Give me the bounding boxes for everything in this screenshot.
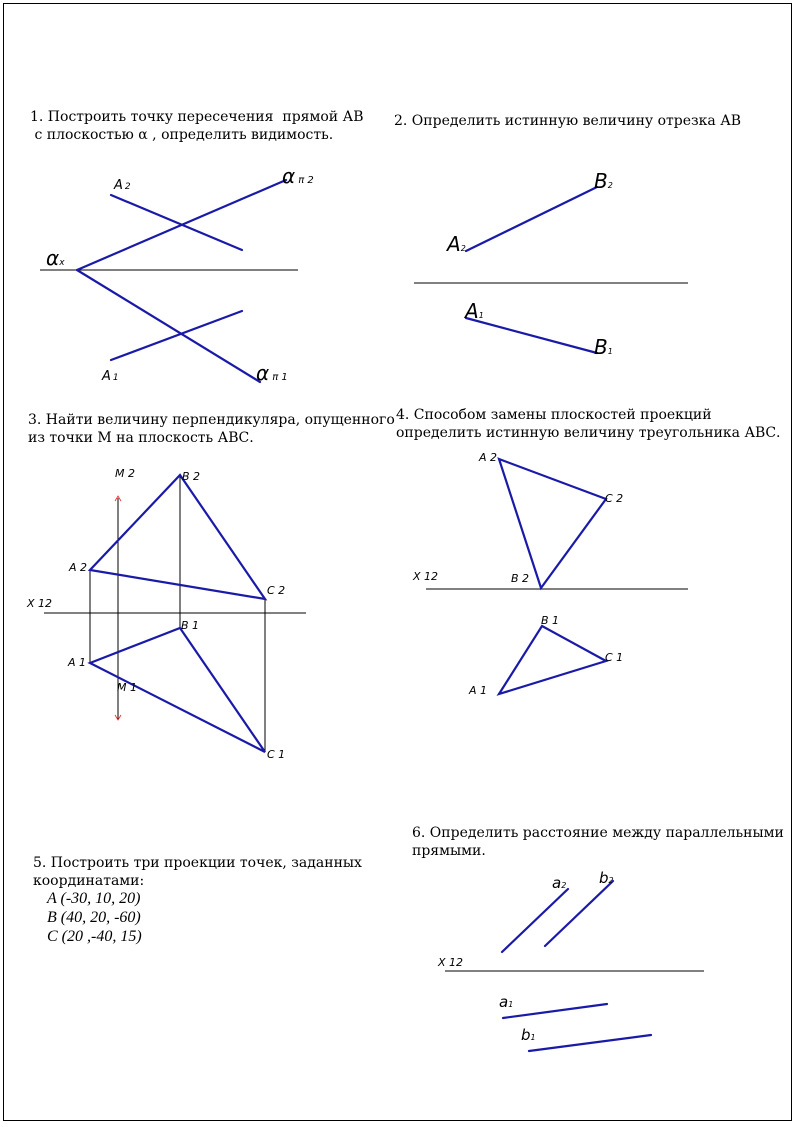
fig6-label-a2: a2 bbox=[552, 874, 567, 892]
fig3-label-c1: C 1 bbox=[267, 748, 286, 761]
fig6-label-a1: a1 bbox=[499, 993, 514, 1011]
fig1-line-a2b2 bbox=[111, 195, 242, 250]
fig3-label-x12: X 12 bbox=[27, 597, 53, 610]
task-1-line-2: с плоскостью α , определить видимость. bbox=[30, 127, 334, 143]
fig1-label-alpha-p2: απ 2 bbox=[282, 164, 314, 188]
fig6-label-x12: X 12 bbox=[438, 956, 464, 969]
fig4-label-c1: C 1 bbox=[605, 651, 624, 664]
figure-3 bbox=[26, 467, 306, 761]
fig4-label-a1: A 1 bbox=[469, 684, 488, 697]
coordinate-b: B (40, 20, -60) bbox=[47, 909, 141, 926]
fig2-segment-a2b2 bbox=[466, 187, 597, 251]
fig4-triangle-a2b2c2 bbox=[499, 459, 606, 588]
fig1-label-alpha-p1: απ 1 bbox=[256, 361, 288, 385]
fig4-label-c2: C 2 bbox=[605, 492, 624, 505]
fig3-label-m2: M 2 bbox=[115, 467, 135, 480]
coordinate-a: A (-30, 10, 20) bbox=[47, 890, 141, 907]
fig2-label-a1: A1 bbox=[465, 299, 484, 323]
fig6-line-b1 bbox=[529, 1035, 651, 1051]
fig3-label-c2: C 2 bbox=[267, 584, 286, 597]
task-2-line-1: 2. Определить истинную величину отрезка АВ bbox=[394, 113, 742, 129]
task-3-line-2: из точки М на плоскость АВС. bbox=[28, 430, 254, 446]
coordinate-c: C (20 ,-40, 15) bbox=[47, 928, 142, 945]
task-6-line-2: прямыми. bbox=[412, 843, 486, 859]
fig3-label-a2: A 2 bbox=[69, 561, 88, 574]
figure-6 bbox=[437, 869, 704, 1051]
fig2-label-b2: B2 bbox=[594, 169, 613, 193]
fig4-label-b2: B 2 bbox=[511, 572, 530, 585]
task-3-line-1: 3. Найти величину перпендикуляра, опущенного bbox=[28, 412, 395, 428]
fig4-triangle-a1b1c1 bbox=[499, 626, 606, 694]
fig1-label-alpha-x: αx bbox=[46, 246, 65, 270]
task-6-line-1: 6. Определить расстояние между параллельными bbox=[412, 825, 784, 841]
task-5-line-2: координатами: bbox=[33, 873, 145, 889]
figure-2 bbox=[414, 169, 688, 359]
fig3-label-b1: B 1 bbox=[181, 619, 200, 632]
fig1-label-a1: A 1 bbox=[102, 369, 119, 384]
fig3-label-m1: M 1 bbox=[117, 681, 137, 694]
fig4-label-x12: X 12 bbox=[413, 570, 439, 583]
fig1-line-a1b1 bbox=[111, 311, 242, 360]
fig2-segment-a1b1 bbox=[466, 318, 597, 353]
fig2-label-b1: B1 bbox=[594, 335, 613, 359]
fig4-label-a2: A 2 bbox=[479, 451, 498, 464]
fig3-label-a1: A 1 bbox=[68, 656, 87, 669]
fig6-label-b1: b1 bbox=[521, 1026, 536, 1044]
task-4-line-1: 4. Способом замены плоскостей проекций bbox=[396, 407, 712, 423]
figure-1 bbox=[40, 164, 314, 385]
fig6-label-b2: b2 bbox=[599, 869, 614, 887]
fig1-label-a2: A 2 bbox=[114, 178, 131, 193]
task-5-line-1: 5. Построить три проекции точек, заданных bbox=[33, 855, 362, 871]
fig4-label-b1: B 1 bbox=[541, 614, 560, 627]
fig3-triangle-a2b2c2 bbox=[90, 475, 265, 599]
task-1-line-1: 1. Построить точку пересечения прямой АВ bbox=[30, 109, 364, 125]
fig6-line-a2 bbox=[502, 889, 568, 952]
fig2-label-a2: A2 bbox=[447, 232, 466, 256]
fig1-trace-alpha-p1 bbox=[77, 270, 260, 382]
task-4-line-2: определить истинную величину треугольника АВС. bbox=[396, 425, 781, 441]
figure-4 bbox=[412, 451, 688, 697]
fig3-label-b2: B 2 bbox=[182, 470, 201, 483]
fig6-line-a1 bbox=[503, 1004, 607, 1018]
